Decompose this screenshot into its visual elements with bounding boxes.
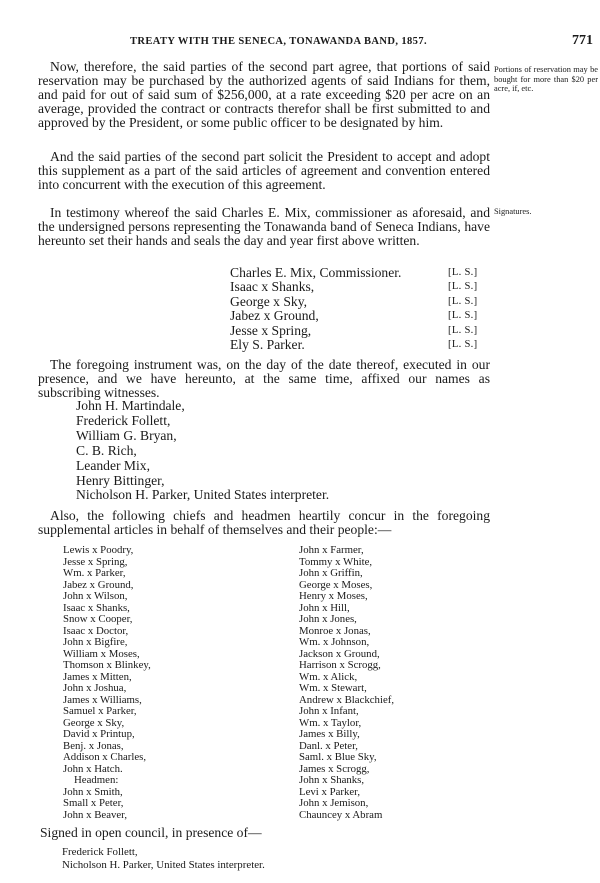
chief-name: Samuel x Parker, [63, 705, 137, 717]
chief-name: Addison x Charles, [63, 751, 147, 763]
signatory-row [230, 266, 492, 280]
chief-name: Jackson x Ground, [299, 647, 380, 660]
signatory-row [230, 280, 492, 294]
chief-name: Wm. x Alick, [299, 670, 358, 683]
chief-name: Saml. x Blue Sky, [299, 751, 377, 763]
witness-name: Leander Mix, [76, 457, 150, 473]
signatory-name: Ely S. Parker. [230, 336, 305, 352]
paragraph-testimony: In testimony whereof the said Charles E. Mix, commissioner as aforesaid, and the undersigned persons representing the Tonawanda band of Seneca Indians, have hereunto set their hands and seals the day and year first above written. [38, 205, 490, 248]
chief-name: James x Mitten, [63, 670, 132, 683]
seal-mark: [L. S.] [448, 338, 478, 350]
chief-name: John x Hatch. [63, 762, 123, 775]
chief-name: John x Wilson, [63, 590, 128, 602]
chief-name: Wm. x Parker, [63, 567, 126, 579]
chief-name: Chauncey x Abram [299, 808, 383, 821]
chief-name: John x Hill, [299, 601, 350, 614]
chief-name: John x Griffin, [299, 567, 363, 579]
signature-block [230, 266, 492, 352]
signatory-row [230, 338, 492, 352]
chief-name: John x Joshua, [63, 682, 127, 694]
chief-name: Danl. x Peter, [299, 739, 358, 752]
signatory-name: Jesse x Spring, [230, 322, 312, 338]
chief-name: James x Williams, [63, 693, 142, 706]
chiefs-column-left [63, 545, 151, 821]
marginal-note-reservation: Portions of reservation may be bought for more than $20 per acre, if, etc. [494, 65, 598, 93]
chiefs-column-right [299, 545, 394, 821]
chief-name: Andrew x Blackchief, [299, 693, 395, 706]
chief-name: John x Farmer, [299, 544, 364, 556]
witness-name: Nicholson H. Parker, United States interpreter. [76, 487, 330, 503]
closing-witness-list [62, 846, 265, 871]
chief-name: David x Printup, [63, 728, 135, 740]
headman-name: Small x Peter, [63, 797, 124, 809]
closing-witness-name: Nicholson H. Parker, United States interpreter. [62, 858, 265, 871]
signatory-row [230, 324, 492, 338]
chief-name: Lewis x Poodry, [63, 544, 134, 556]
chief-name: Benj. x Jonas, [63, 739, 124, 752]
running-head: TREATY WITH THE SENECA, TONAWANDA BAND, 1857. [130, 36, 427, 47]
chief-name: William x Moses, [63, 647, 140, 660]
chief-name: Jesse x Spring, [63, 555, 128, 568]
chief-name: John x Bigfire, [63, 636, 128, 648]
seal-mark: [L. S.] [448, 295, 478, 307]
paragraph-chiefs-intro: Also, the following chiefs and headmen heartily concur in the foregoing supplemental articles in behalf of themselves and their people:— [38, 508, 490, 537]
signatory-row [230, 309, 492, 323]
headman-name: John x Smith, [63, 785, 123, 798]
chief-name: George x Sky, [63, 716, 125, 729]
chief-name: Thomson x Blinkey, [63, 659, 151, 671]
witness-list [76, 399, 329, 503]
witness-name: Henry Bittinger, [76, 472, 165, 488]
witness-name: William G. Bryan, [76, 427, 177, 443]
chief-name: John x Shanks, [299, 774, 365, 786]
chief-name: Wm. x Stewart, [299, 682, 367, 694]
witness-name: John H. Martindale, [76, 398, 185, 413]
chief-name: Wm. x Taylor, [299, 716, 362, 729]
paragraph-witness-intro: The foregoing instrument was, on the day of the date thereof, executed in our presence, and we have hereunto, at the same time, affixed our names as subscribing witnesses. [38, 357, 490, 400]
signatory-name: Charles E. Mix, Commissioner. [230, 265, 402, 280]
signatory-name: Jabez x Ground, [230, 308, 319, 324]
signatory-row [230, 295, 492, 309]
headmen-label: Headmen: [74, 774, 119, 786]
witness-name: Frederick Follett, [76, 412, 171, 428]
chief-name: Harrison x Scrogg, [299, 659, 381, 671]
chief-name: Isaac x Doctor, [63, 624, 129, 637]
chief-name: John x Jemison, [299, 797, 369, 809]
headman-name: John x Beaver, [63, 808, 128, 821]
chief-name: Monroe x Jonas, [299, 624, 371, 637]
chief-name: Snow x Cooper, [63, 613, 133, 625]
chief-name: John x Infant, [299, 705, 359, 717]
seal-mark: [L. S.] [448, 310, 478, 322]
closing-witness-name: Frederick Follett, [62, 846, 138, 858]
chief-name: Levi x Parker, [299, 785, 361, 798]
signed-in-council-line: Signed in open council, in presence of— [40, 825, 262, 840]
seal-mark: [L. S.] [448, 267, 478, 278]
seal-mark: [L. S.] [448, 324, 478, 336]
seal-mark: [L. S.] [448, 281, 478, 293]
chief-name: Henry x Moses, [299, 590, 368, 602]
chief-name: George x Moses, [299, 578, 373, 591]
signatory-name: George x Sky, [230, 293, 308, 309]
marginal-note-signatures: Signatures. [494, 207, 532, 216]
chief-name: Isaac x Shanks, [63, 601, 130, 614]
witness-name: C. B. Rich, [76, 442, 137, 458]
page-header [0, 33, 600, 50]
paragraph-reservation-purchase: Now, therefore, the said parties of the second part agree, that portions of said reservation may be purchased by the authorized agents of said Indians for them, and paid for out of said sum of $256,000, at a rate exceeding $20 per acre on an average, provided the contract or contracts therefor shall be first submitted to and approved by the President, or some public officer to be designated by him. [38, 59, 490, 130]
chief-name: James x Billy, [299, 728, 360, 740]
page-number: 771 [572, 33, 593, 48]
paragraph-president-request: And the said parties of the second part solicit the President to accept and adopt this supplement as a part of the said articles of agreement and convention entered into concurrent with the execution of this agreement. [38, 149, 490, 192]
signatory-name: Isaac x Shanks, [230, 279, 315, 295]
chief-name: Wm. x Johnson, [299, 636, 370, 648]
chief-name: John x Jones, [299, 613, 357, 625]
chief-name: James x Scrogg, [299, 762, 370, 775]
chief-name: Jabez x Ground, [63, 578, 134, 591]
chief-name: Tommy x White, [299, 555, 373, 568]
